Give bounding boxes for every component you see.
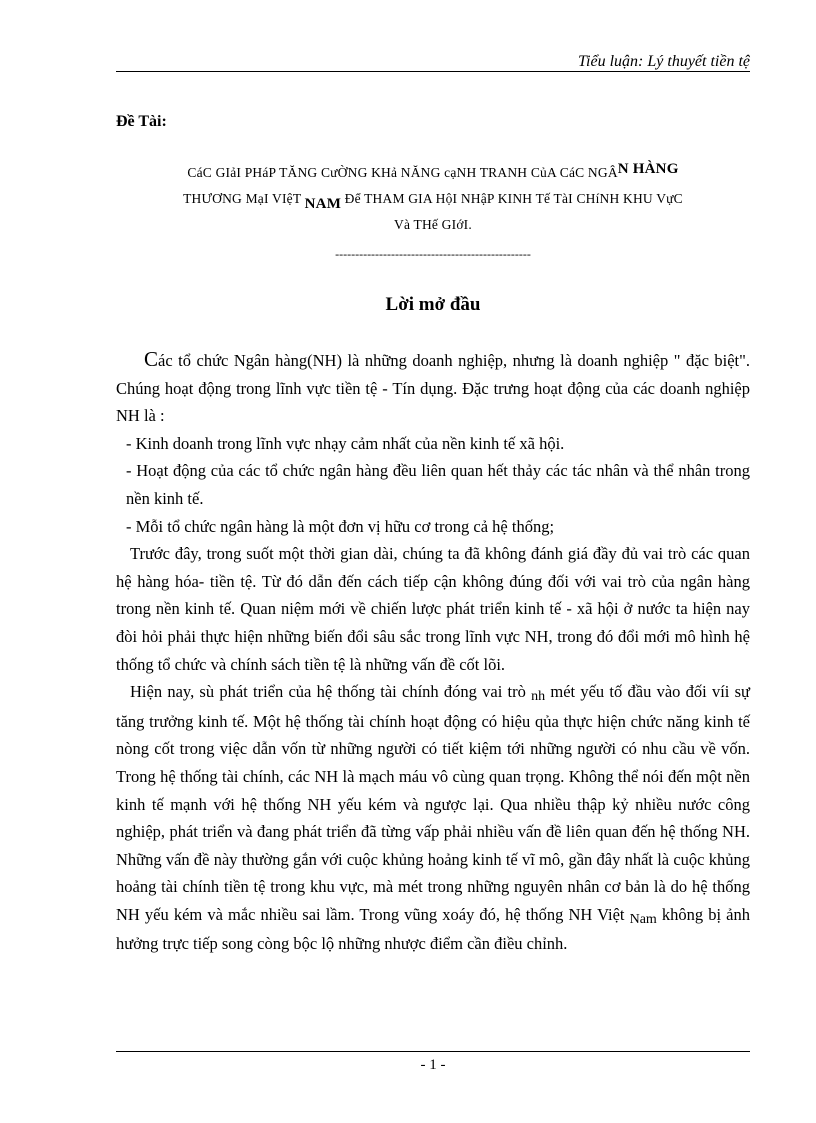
dashed-separator: ------------------------------------------------- [335, 247, 531, 261]
topic-label: Đề Tài: [116, 113, 167, 130]
inline-small-nh: nh [531, 689, 546, 705]
topic-title-line-1-tail: N HÀNG [617, 161, 679, 177]
topic-title-line-1-main: CáC GIảI PHáP TĂNG CưỜNG KHả NĂNG cạNH TRANH CủA CáC NGÂ [187, 165, 618, 180]
running-header: Tiểu luận: Lý thuyết tiền tệ [578, 53, 750, 70]
bullet-item-3: - Mỗi tổ chức ngân hàng là một đơn vị hữu cơ trong cả hệ thống; [126, 516, 555, 536]
topic-title-line-1 [116, 160, 750, 186]
dropcap-letter: C [144, 347, 159, 371]
topic-title [116, 160, 750, 238]
topic-title-line-2-start: THƯƠNG MạI VIệT [183, 191, 305, 206]
header-rule [116, 71, 750, 72]
paragraph-history: Trước đây, trong suốt một thời gian dài, chúng ta đã không đánh giá đầy đủ vai trò các quan hệ hàng hóa- tiền tệ. Từ đó dẫn đến cách tiếp cận không đúng đối với vai trò của ngân hàng trong nền kinh tế. Quan niệm mới về chiến lược phát triển kinh tế - xã hội ở nước ta hiện nay đòi hỏi phải thực hiện những biến đổi sâu sắc trong lĩnh vực NH, trong đó đổi mới mô hình hệ thống tổ chức và chính sách tiền tệ là những vấn đề cốt lõi. [116, 544, 750, 674]
topic-title-line-2 [116, 186, 750, 212]
inline-small-nam: Nam [629, 911, 657, 927]
page-number: - 1 - [420, 1057, 446, 1073]
bullet-item-2: - Hoạt động của các tổ chức ngân hàng đều liên quan hết thảy các tác nhân và thể nhân trong nền kinh tế. [126, 461, 750, 508]
footer-rule [116, 1051, 750, 1052]
topic-title-line-2-end: Để THAM GIA HộI NHậP KINH Tế TàI CHíNH KHU VựC [341, 191, 683, 206]
paragraph-current-part-3: không bị ảnh hưởng trực tiếp song còng bộc lộ những nhược điểm cần điều chỉnh. [116, 904, 750, 954]
paragraph-current [116, 678, 750, 958]
topic-title-line-2-nam: NAM [304, 196, 342, 212]
paragraph-intro-text: ác tổ chức Ngân hàng(NH) là những doanh nghiệp, nhưng là doanh nghiệp " đặc biệt". Chúng hoạt động trong lĩnh vực tiền tệ - Tín dụng. Đặc trưng hoạt động của các doanh nghiệp NH là : [116, 351, 750, 426]
paragraph-current-part-2: mét yếu tố đầu vào đối víi sự tăng trưởng kinh tế. Một hệ thống tài chính hoạt động có hiệu qủa thực hiện chức năng kinh tế nòng cốt trong việc dẫn vốn từ những người có tiết kiệm tới những người có nhu cầu về vốn. Trong hệ thống tài chính, các NH là mạch máu vô cùng quan trọng. Không thể nói đến một nền kinh tế mạnh với hệ thống NH yếu kém và ngược lại. Qua nhiều thập kỷ nhiều nước công nghiệp, phát triển và đang phát triển đã từng vấp phải nhiều vấn đề liên quan đến hệ thống NH. Những vấn đề này thường gắn với cuộc khủng hoảng kinh tế vĩ mô, gần đây nhất là cuộc khủng hoảng tài chính tiền tệ trong khu vực, mà mét trong những nguyên nhân cơ bản là do hệ thống NH yếu kém và mắc nhiều sai lầm. Trong vũng xoáy đó, hệ thống NH Việt [116, 682, 750, 924]
paragraph-intro [116, 346, 750, 430]
section-heading: Lời mở đầu [385, 294, 481, 315]
topic-title-line-3: Và THế GIớI. [394, 217, 472, 232]
paragraph-current-part-1: Hiện nay, sù phát triển của hệ thống tài chính đóng vai trò [130, 682, 532, 702]
bullet-item-1: - Kinh doanh trong lĩnh vực nhạy cảm nhất của nền kinh tế xã hội. [126, 433, 565, 453]
body-text [116, 346, 750, 958]
